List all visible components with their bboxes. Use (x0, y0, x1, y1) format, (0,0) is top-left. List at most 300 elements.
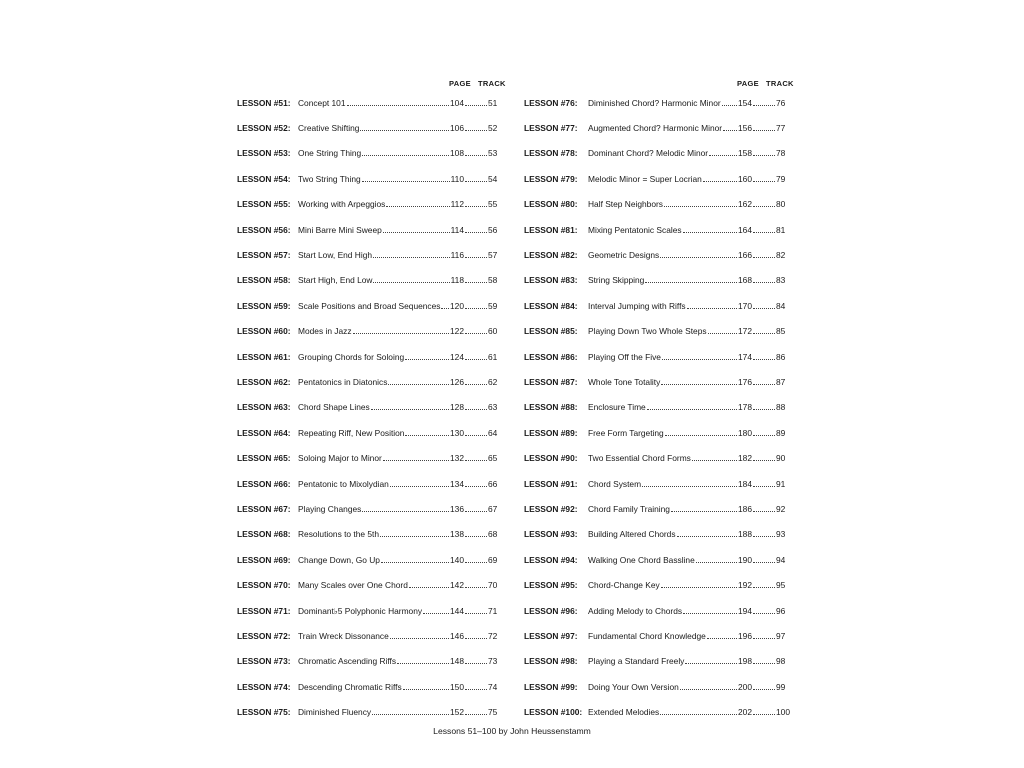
lesson-number: LESSON #62: (237, 376, 291, 387)
dot-leader (465, 613, 487, 614)
track-number: 68 (488, 529, 498, 540)
track-number: 72 (488, 630, 498, 641)
dot-leader (383, 232, 450, 233)
lesson-row (237, 445, 499, 470)
dot-leader (405, 435, 449, 436)
lesson-row (524, 344, 787, 369)
lesson-number: LESSON #83: (524, 275, 578, 286)
track-number: 86 (776, 351, 786, 362)
dot-leader (753, 282, 775, 283)
lesson-row (237, 649, 499, 674)
lesson-title: Geometric Designs (588, 250, 660, 261)
lesson-number: LESSON #82: (524, 250, 578, 261)
lesson-row (237, 141, 499, 166)
dot-leader (362, 155, 449, 156)
page-number: 184 (738, 478, 752, 489)
lesson-number: LESSON #63: (237, 402, 291, 413)
dot-leader (753, 333, 775, 334)
page-number: 200 (738, 681, 752, 692)
lesson-title: Start Low, End High (298, 250, 373, 261)
lesson-row (237, 623, 499, 648)
lesson-title: Pentatonics in Diatonics (298, 376, 388, 387)
dot-leader (660, 257, 737, 258)
dot-leader (465, 435, 487, 436)
lesson-title: Grouping Chords for Soloing (298, 351, 405, 362)
lesson-row (524, 166, 787, 191)
lesson-row (524, 369, 787, 394)
dot-leader (642, 486, 737, 487)
page-number: 178 (738, 402, 752, 413)
track-number: 57 (488, 250, 498, 261)
page-number: 188 (738, 529, 752, 540)
lesson-row (524, 623, 787, 648)
dot-leader (696, 562, 737, 563)
track-number: 95 (776, 580, 786, 591)
dot-leader (465, 384, 487, 385)
dot-leader (647, 409, 737, 410)
lesson-row (524, 445, 787, 470)
track-number: 67 (488, 503, 498, 514)
page-number: 154 (738, 97, 752, 108)
page-number: 114 (450, 224, 464, 235)
lesson-number: LESSON #100: (524, 707, 583, 718)
dot-leader (373, 257, 450, 258)
track-number: 84 (776, 300, 786, 311)
dot-leader (465, 308, 487, 309)
track-number: 80 (776, 199, 786, 210)
dot-leader (753, 409, 775, 410)
page-number: 138 (450, 529, 464, 540)
lesson-title: Resolutions to the 5th (298, 529, 380, 540)
track-number: 79 (776, 173, 786, 184)
track-number: 92 (776, 503, 786, 514)
dot-leader (753, 206, 775, 207)
dot-leader (465, 130, 487, 131)
dot-leader (423, 613, 449, 614)
track-number: 98 (776, 656, 786, 667)
lesson-number: LESSON #65: (237, 453, 291, 464)
dot-leader (753, 308, 775, 309)
dot-leader (397, 663, 449, 664)
lesson-list-right (524, 90, 790, 725)
lesson-title: Creative Shifting (298, 123, 360, 134)
lesson-number: LESSON #68: (237, 529, 291, 540)
lesson-row (237, 598, 499, 623)
lesson-number: LESSON #58: (237, 275, 291, 286)
lesson-row (237, 572, 499, 597)
footer-caption: Lessons 51–100 by John Heussenstamm (433, 726, 591, 736)
lesson-title: Melodic Minor = Super Locrian (588, 173, 702, 184)
lesson-number: LESSON #54: (237, 173, 291, 184)
page-number: 130 (450, 427, 464, 438)
lesson-number: LESSON #95: (524, 580, 578, 591)
lesson-row (524, 522, 787, 547)
dot-leader (665, 435, 737, 436)
dot-leader (753, 486, 775, 487)
lesson-number: LESSON #55: (237, 199, 291, 210)
lesson-number: LESSON #64: (237, 427, 291, 438)
lesson-number: LESSON #71: (237, 605, 291, 616)
dot-leader (465, 689, 487, 690)
page-number: 108 (450, 148, 464, 159)
dot-leader (753, 155, 775, 156)
lesson-row (237, 319, 499, 344)
dot-leader (685, 663, 737, 664)
lesson-title: Adding Melody to Chords (588, 605, 683, 616)
track-number: 56 (488, 224, 498, 235)
page-number: 164 (738, 224, 752, 235)
lesson-row (524, 319, 787, 344)
page-number: 150 (450, 681, 464, 692)
lesson-row (524, 649, 787, 674)
lesson-row (524, 141, 787, 166)
page-number: 152 (450, 707, 464, 718)
dot-leader (687, 308, 737, 309)
dot-leader (680, 689, 737, 690)
dot-leader (403, 689, 449, 690)
dot-leader (465, 232, 487, 233)
track-number: 91 (776, 478, 786, 489)
page-number: 196 (738, 630, 752, 641)
dot-leader (390, 638, 449, 639)
track-number: 83 (776, 275, 786, 286)
track-header: TRACK (478, 79, 506, 88)
lesson-number: LESSON #78: (524, 148, 578, 159)
page-number: 128 (450, 402, 464, 413)
dot-leader (708, 333, 737, 334)
dot-leader (645, 282, 737, 283)
lesson-number: LESSON #79: (524, 173, 578, 184)
lesson-row (524, 471, 787, 496)
lesson-number: LESSON #87: (524, 376, 578, 387)
dot-leader (390, 486, 449, 487)
dot-leader (386, 206, 449, 207)
lesson-row (237, 369, 499, 394)
lesson-number: LESSON #72: (237, 630, 291, 641)
lesson-number: LESSON #77: (524, 123, 578, 134)
track-number: 94 (776, 554, 786, 565)
track-number: 52 (488, 123, 498, 134)
lesson-title: Chromatic Ascending Riffs (298, 656, 397, 667)
lesson-row (237, 242, 499, 267)
page-number: 146 (450, 630, 464, 641)
page-number: 106 (450, 123, 464, 134)
lesson-row (524, 674, 787, 699)
dot-leader (753, 587, 775, 588)
track-number: 75 (488, 707, 498, 718)
lesson-title: Enclosure Time (588, 402, 646, 413)
track-number: 90 (776, 453, 786, 464)
lesson-number: LESSON #56: (237, 224, 291, 235)
page-number: 120 (450, 300, 464, 311)
lesson-row (237, 674, 499, 699)
dot-leader (664, 206, 737, 207)
page-number: 126 (450, 376, 464, 387)
dot-leader (723, 130, 737, 131)
dot-leader (753, 613, 775, 614)
dot-leader (465, 486, 487, 487)
dot-leader (692, 460, 737, 461)
lesson-number: LESSON #60: (237, 326, 291, 337)
dot-leader (753, 536, 775, 537)
lesson-title: Soloing Major to Minor (298, 453, 382, 464)
dot-leader (388, 384, 449, 385)
dot-leader (353, 333, 449, 334)
lesson-title: Chord Family Training (588, 503, 670, 514)
track-number: 60 (488, 326, 498, 337)
lesson-number: LESSON #57: (237, 250, 291, 261)
dot-leader (373, 282, 449, 283)
lesson-number: LESSON #53: (237, 148, 291, 159)
lesson-number: LESSON #86: (524, 351, 578, 362)
page-number: 148 (450, 656, 464, 667)
lesson-row (237, 268, 499, 293)
dot-leader (347, 105, 450, 106)
lesson-row (524, 420, 787, 445)
lesson-number: LESSON #76: (524, 97, 578, 108)
page-number: 134 (450, 478, 464, 489)
lesson-row (237, 699, 499, 724)
page-number: 162 (738, 199, 752, 210)
lesson-number: LESSON #66: (237, 478, 291, 489)
dot-leader (465, 181, 487, 182)
lesson-title: Modes in Jazz (298, 326, 352, 337)
track-number: 100 (776, 707, 790, 718)
track-number: 70 (488, 580, 498, 591)
lesson-number: LESSON #51: (237, 97, 291, 108)
lesson-title: Diminished Fluency (298, 707, 372, 718)
lesson-number: LESSON #59: (237, 300, 291, 311)
lesson-title: Many Scales over One Chord (298, 580, 408, 591)
lesson-number: LESSON #97: (524, 630, 578, 641)
lesson-title: Diminished Chord? Harmonic Minor (588, 97, 721, 108)
track-number: 77 (776, 123, 786, 134)
dot-leader (677, 536, 737, 537)
lesson-title: Start High, End Low (298, 275, 373, 286)
lesson-title: Building Altered Chords (588, 529, 676, 540)
lesson-number: LESSON #94: (524, 554, 578, 565)
track-number: 73 (488, 656, 498, 667)
track-number: 59 (488, 300, 498, 311)
page-number: 112 (450, 199, 464, 210)
page-number: 142 (450, 580, 464, 591)
lesson-row (524, 496, 787, 521)
dot-leader (722, 105, 737, 106)
page-number: 144 (450, 605, 464, 616)
dot-leader (405, 359, 449, 360)
lesson-title: Playing a Standard Freely (588, 656, 685, 667)
dot-leader (753, 130, 775, 131)
lesson-row (237, 90, 499, 115)
track-number: 81 (776, 224, 786, 235)
track-number: 55 (488, 199, 498, 210)
track-header: TRACK (766, 79, 794, 88)
dot-leader (380, 536, 449, 537)
lesson-title: Repeating Riff, New Position (298, 427, 405, 438)
page-number: 118 (450, 275, 464, 286)
lesson-row (524, 547, 787, 572)
page-number: 136 (450, 503, 464, 514)
dot-leader (465, 587, 487, 588)
lesson-number: LESSON #91: (524, 478, 578, 489)
page-number: 198 (738, 656, 752, 667)
track-number: 58 (488, 275, 498, 286)
lesson-title: String Skipping (588, 275, 645, 286)
page-number: 180 (738, 427, 752, 438)
lesson-title: Two String Thing (298, 173, 361, 184)
dot-leader (465, 105, 487, 106)
lesson-row (524, 293, 787, 318)
lesson-row (237, 420, 499, 445)
dot-leader (465, 206, 487, 207)
track-number: 99 (776, 681, 786, 692)
track-number: 89 (776, 427, 786, 438)
lesson-number: LESSON #69: (237, 554, 291, 565)
dot-leader (753, 435, 775, 436)
track-number: 51 (488, 97, 498, 108)
dot-leader (465, 714, 487, 715)
dot-leader (753, 359, 775, 360)
lesson-title: Change Down, Go Up (298, 554, 380, 565)
page-number: 140 (450, 554, 464, 565)
dot-leader (753, 562, 775, 563)
lesson-number: LESSON #90: (524, 453, 578, 464)
page-number: 158 (738, 148, 752, 159)
dot-leader (683, 613, 737, 614)
lesson-row (524, 217, 787, 242)
lesson-row (524, 192, 787, 217)
lesson-title: Playing Changes (298, 503, 362, 514)
lesson-title: Dominant♭5 Polyphonic Harmony (298, 605, 423, 616)
lesson-number: LESSON #61: (237, 351, 291, 362)
dot-leader (465, 282, 487, 283)
lesson-number: LESSON #89: (524, 427, 578, 438)
column-header (237, 76, 506, 90)
dot-leader (371, 409, 449, 410)
lesson-title: Descending Chromatic Riffs (298, 681, 402, 692)
lesson-title: Playing Down Two Whole Steps (588, 326, 707, 337)
dot-leader (753, 689, 775, 690)
lesson-title: Mixing Pentatonic Scales (588, 224, 682, 235)
page-number: 190 (738, 554, 752, 565)
lesson-number: LESSON #88: (524, 402, 578, 413)
lesson-row (524, 268, 787, 293)
dot-leader (671, 511, 737, 512)
dot-leader (661, 587, 737, 588)
lesson-number: LESSON #70: (237, 580, 291, 591)
track-number: 85 (776, 326, 786, 337)
lesson-number: LESSON #67: (237, 503, 291, 514)
dot-leader (441, 308, 449, 309)
lesson-number: LESSON #84: (524, 300, 578, 311)
lesson-title: Pentatonic to Mixolydian (298, 478, 389, 489)
track-number: 93 (776, 529, 786, 540)
lesson-number: LESSON #52: (237, 123, 291, 134)
page-number: 194 (738, 605, 752, 616)
page-number: 124 (450, 351, 464, 362)
lesson-title: Scale Positions and Broad Sequences (298, 300, 441, 311)
lesson-title: Interval Jumping with Riffs (588, 300, 686, 311)
track-number: 96 (776, 605, 786, 616)
lesson-title: Chord System (588, 478, 642, 489)
track-number: 61 (488, 351, 498, 362)
dot-leader (753, 511, 775, 512)
lesson-row (237, 471, 499, 496)
lesson-title: One String Thing (298, 148, 362, 159)
lesson-number: LESSON #92: (524, 503, 578, 514)
lesson-title: Concept 101 (298, 97, 346, 108)
page-number: 202 (738, 707, 752, 718)
dot-leader (360, 130, 449, 131)
track-number: 66 (488, 478, 498, 489)
lesson-row (524, 395, 787, 420)
track-number: 63 (488, 402, 498, 413)
lesson-row (524, 572, 787, 597)
lesson-number: LESSON #85: (524, 326, 578, 337)
lesson-title: Doing Your Own Version (588, 681, 679, 692)
page-number: 168 (738, 275, 752, 286)
dot-leader (753, 460, 775, 461)
dot-leader (661, 384, 737, 385)
lesson-title: Half Step Neighbors (588, 199, 663, 210)
lesson-title: Fundamental Chord Knowledge (588, 630, 706, 641)
lesson-row (524, 699, 790, 724)
lesson-row (237, 344, 499, 369)
dot-leader (465, 562, 487, 563)
lesson-title: Train Wreck Dissonance (298, 630, 389, 641)
dot-leader (465, 536, 487, 537)
page-number: 116 (450, 250, 464, 261)
lesson-row (524, 242, 787, 267)
lesson-number: LESSON #73: (237, 656, 291, 667)
lesson-title: Whole Tone Totality (588, 376, 661, 387)
page-number: 156 (738, 123, 752, 134)
dot-leader (465, 638, 487, 639)
dot-leader (753, 663, 775, 664)
page-number: 182 (738, 453, 752, 464)
page-number: 160 (738, 173, 752, 184)
dot-leader (683, 232, 737, 233)
page-number: 172 (738, 326, 752, 337)
lesson-title: Chord Shape Lines (298, 402, 370, 413)
page-number: 166 (738, 250, 752, 261)
dot-leader (362, 181, 450, 182)
dot-leader (662, 359, 737, 360)
lesson-list-left (237, 90, 499, 725)
dot-leader (409, 587, 449, 588)
dot-leader (753, 638, 775, 639)
lesson-title: Two Essential Chord Forms (588, 453, 691, 464)
dot-leader (707, 638, 737, 639)
dot-leader (381, 562, 449, 563)
lesson-row (237, 395, 499, 420)
lesson-title: Chord-Change Key (588, 580, 660, 591)
dot-leader (465, 663, 487, 664)
dot-leader (362, 511, 449, 512)
dot-leader (372, 714, 449, 715)
page-number: 110 (450, 173, 464, 184)
lesson-title: Augmented Chord? Harmonic Minor (588, 123, 723, 134)
dot-leader (465, 333, 487, 334)
page-number: 170 (738, 300, 752, 311)
lesson-title: Working with Arpeggios (298, 199, 386, 210)
lesson-number: LESSON #75: (237, 707, 291, 718)
track-number: 65 (488, 453, 498, 464)
lesson-row (237, 522, 499, 547)
lesson-number: LESSON #93: (524, 529, 578, 540)
dot-leader (703, 181, 737, 182)
lesson-number: LESSON #80: (524, 199, 578, 210)
